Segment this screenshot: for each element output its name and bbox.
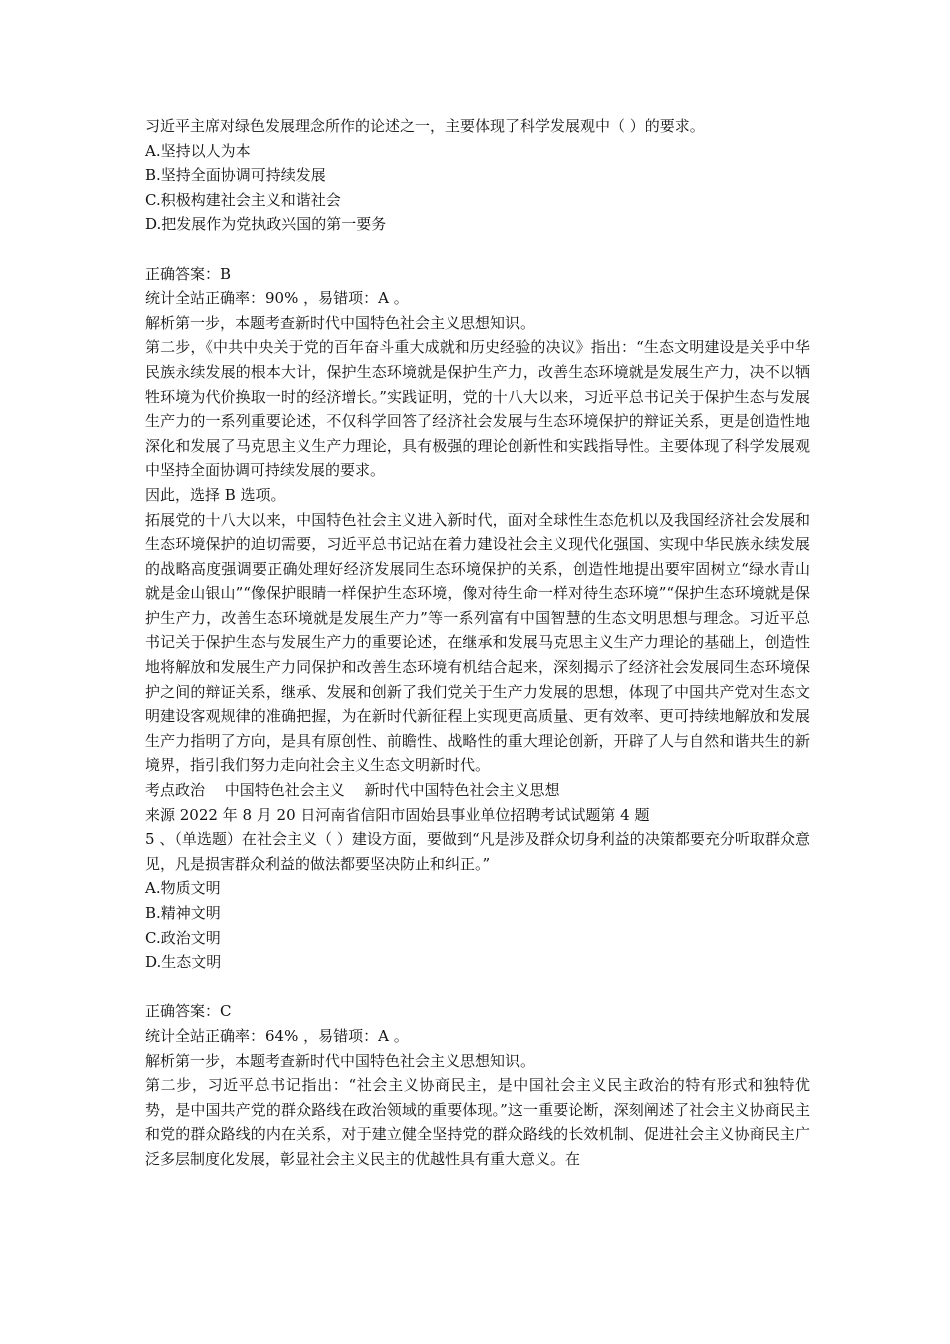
spacer (145, 975, 810, 1000)
q5-analysis-step2: 第二步，习近平总书记指出：“社会主义协商民主，是中国社会主义民主政治的特有形式和独特优势，是中国共产党的群众路线在政治领域的重要体现。”这一重要论断，深刻阐述了社会主义协商民主和党的群众路线的内在关系，对于建立健全坚持党的群众路线的长效机制、促进社会主义协商民主广泛多层制度化发展，彰显社会主义民主的优越性具有重大意义。在 (145, 1076, 810, 1168)
q5-correct-answer: 正确答案：C (145, 1002, 232, 1021)
q4-option-b: B.坚持全面协调可持续发展 (145, 166, 326, 185)
spacer (145, 237, 810, 262)
q5-option-b: B.精神文明 (145, 904, 221, 922)
question-5-stem: 5 、（单选题）在社会主义（ ）建设方面，要做到“凡是涉及群众切身利益的决策都要充分听取群众意见，凡是损害群众利益的做法都要坚决防止和纠正。” (145, 830, 810, 873)
q4-analysis-step2: 第二步，《中共中央关于党的百年奋斗重大成就和历史经验的决议》指出：“生态文明建设是关乎中华民族永续发展的根本大计，保护生态环境就是保护生产力，改善生态环境就是发展生产力，决不以牺牲环境为代价换取一时的经济增长。”实践证明，党的十八大以来，习近平总书记关于保护生态与发展生产力的一系列重要论述，不仅科学回答了经济社会发展与生态环境保护的辩证关系，更是创造性地深化和发展了马克思主义生产力理论，具有极强的理论创新性和实践指导性。主要体现了科学发展观中坚持全面协调可持续发展的要求。 (145, 338, 810, 480)
q4-analysis-step1: 解析第一步，本题考查新时代中国特色社会主义思想知识。 (145, 313, 536, 332)
q4-correct-answer: 正确答案：B (145, 264, 232, 283)
q4-option-c: C.积极构建社会主义和谐社会 (145, 190, 341, 209)
q5-option-d: D.生态文明 (145, 953, 222, 972)
q4-source: 来源 2022 年 8 月 20 日河南省信阳市固始县事业单位招聘考试试题第 4 题 (145, 805, 650, 824)
q4-option-a: A.坚持以人为本 (145, 141, 251, 160)
q4-topic: 考点政治 中国特色社会主义 新时代中国特色社会主义思想 (145, 781, 560, 800)
document-page (145, 114, 810, 1172)
q5-statistics: 统计全站正确率：64% ，易错项：A 。 (145, 1026, 409, 1045)
q4-statistics: 统计全站正确率：90% ，易错项：A 。 (145, 289, 409, 308)
q5-option-c: C.政治文明 (145, 928, 221, 947)
q4-option-d: D.把发展作为党执政兴国的第一要务 (145, 215, 387, 234)
q5-option-a: A.物质文明 (145, 879, 221, 898)
q4-conclusion: 因此，选择 B 选项。 (145, 485, 286, 504)
q5-analysis-step1: 解析第一步，本题考查新时代中国特色社会主义思想知识。 (145, 1051, 536, 1070)
q4-extension: 拓展党的十八大以来，中国特色社会主义进入新时代，面对全球性生态危机以及我国经济社会发展和生态环境保护的迫切需要，习近平总书记站在着力建设社会主义现代化强国、实现中华民族永续发展的战略高度强调要正确处理好经济发展同生态环境保护的关系，创造性地提出要牢固树立“绿水青山就是金山银山”“像保护眼睛一样保护生态环境，像对待生命一样对待生态环境”“保护生态环境就是保护生产力，改善生态环境就是发展生产力”等一系列富有中国智慧的生态文明思想与理念。习近平总书记关于保护生态与发展生产力的重要论述，在继承和发展马克思主义生产力理论的基础上，创造性地将解放和发展生产力同保护和改善生态环境有机结合起来，深刻揭示了经济社会发展同生态环境保护之间的辩证关系，继承、发展和创新了我们党关于生产力发展的思想，体现了中国共产党对生态文明建设客观规律的准确把握，为在新时代新征程上实现更高质量、更有效率、更可持续地解放和发展生产力指明了方向，是具有原创性、前瞻性、战略性的重大理论创新，开辟了人与自然和谐共生的新境界，指引我们努力走向社会主义生态文明新时代。 (145, 510, 810, 775)
question-4-stem: 习近平主席对绿色发展理念所作的论述之一，主要体现了科学发展观中（ ）的要求。 (145, 117, 705, 135)
